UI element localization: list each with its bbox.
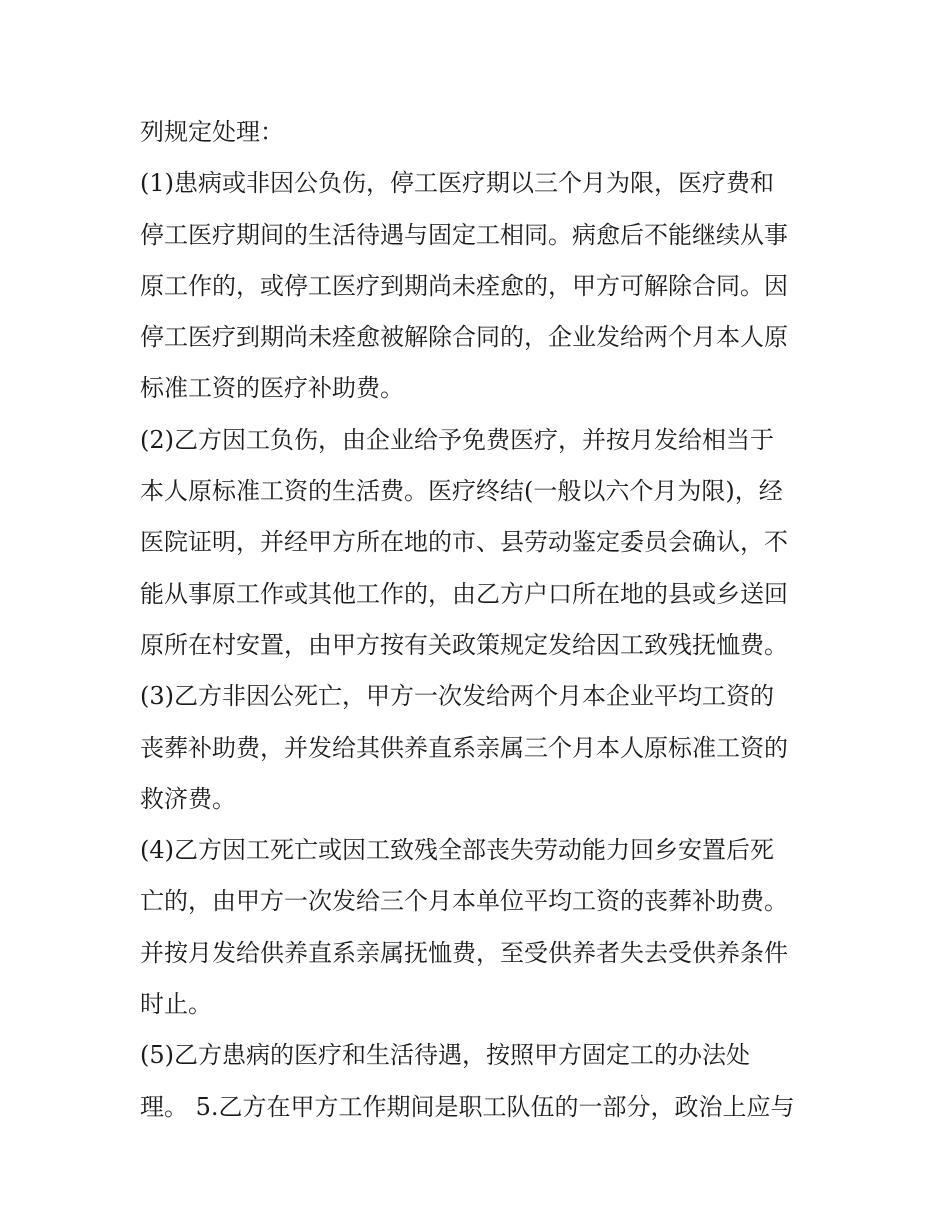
text-line: (2)乙方因工负伤，由企业给予免费医疗，并按月发给相当于 — [140, 425, 774, 454]
text-line: 亡的，由甲方一次发给三个月本单位平均工资的丧葬补助费。 — [140, 887, 788, 916]
text-line: 原工作的，或停工医疗到期尚未痊愈的，甲方可解除合同。因 — [140, 271, 788, 300]
text-line: (3)乙方非因公死亡，甲方一次发给两个月本企业平均工资的 — [140, 682, 774, 711]
text-line: 医院证明，并经甲方所在地的市、县劳动鉴定委员会确认，不 — [140, 528, 788, 557]
text-line: 停工医疗期间的生活待遇与固定工相同。病愈后不能继续从事 — [140, 220, 788, 249]
text-line: 本人原标准工资的生活费。医疗终结(一般以六个月为限)，经 — [140, 477, 783, 506]
text-line: 理。 5.乙方在甲方工作期间是职工队伍的一部分，政治上应与 — [140, 1092, 795, 1121]
text-line: (4)乙方因工死亡或因工致残全部丧失劳动能力回乡安置后死 — [140, 836, 774, 865]
text-line: 救济费。 — [140, 784, 236, 813]
text-line: 时止。 — [140, 990, 212, 1019]
document-body — [140, 107, 830, 1133]
text-line: 原所在村安置，由甲方按有关政策规定发给因工致残抚恤费。 — [140, 630, 788, 659]
text-line: 停工医疗到期尚未痊愈被解除合同的，企业发给两个月本人原 — [140, 323, 788, 352]
text-line: 列规定处理： — [140, 118, 284, 146]
text-line: 丧葬补助费，并发给其供养直系亲属三个月本人原标准工资的 — [140, 733, 788, 762]
text-line: 并按月发给供养直系亲属抚恤费，至受供养者失去受供养条件 — [140, 938, 788, 967]
text-line: 标准工资的医疗补助费。 — [140, 374, 404, 403]
text-line: (5)乙方患病的医疗和生活待遇，按照甲方固定工的办法处 — [140, 1041, 750, 1070]
text-line: 能从事原工作或其他工作的，由乙方户口所在地的县或乡送回 — [140, 579, 788, 608]
text-line: (1)患病或非因公负伤，停工医疗期以三个月为限，医疗费和 — [140, 169, 774, 198]
